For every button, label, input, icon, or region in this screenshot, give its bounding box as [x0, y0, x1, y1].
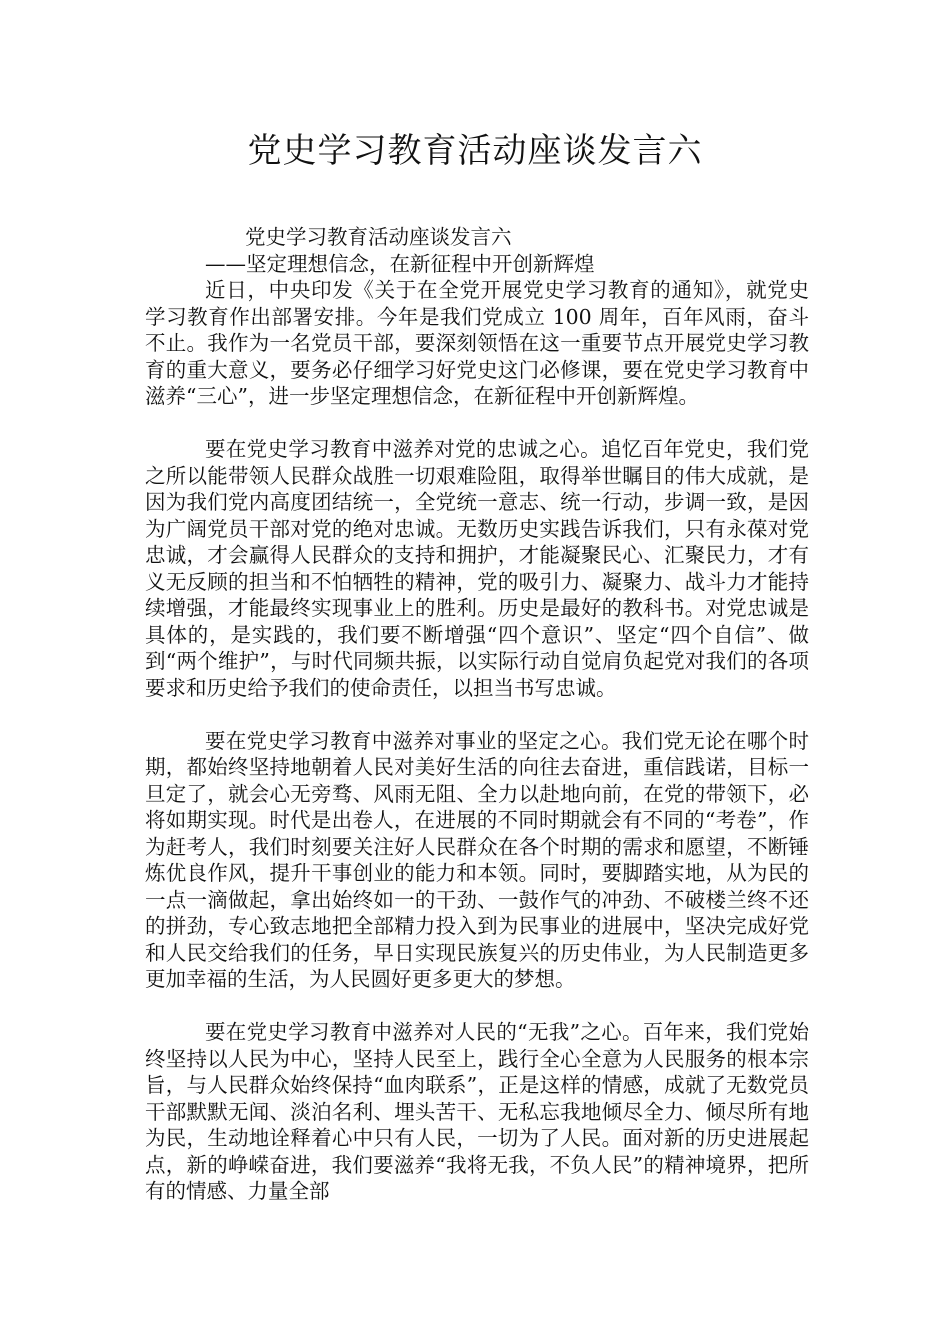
paragraph-loyalty: 要在党史学习教育中滋养对党的忠诚之心。追忆百年党史，我们党之所以能带领人民群众战胜一切艰难险阻，取得举世瞩目的伟大成就，是因为我们党内高度团结统一，全党统一意志、统一行动，步调一致，是因为广阔党员干部对党的绝对忠诚。无数历史实践告诉我们，只有永葆对党忠诚，才会赢得人民群众的支持和拥护，才能凝聚民心、汇聚民力，才有义无反顾的担当和不怕牺牲的精神，党的吸引力、凝聚力、战斗力才能持续增强，才能最终实现事业上的胜利。历史是最好的教科书。对党忠诚是具体的，是实践的，我们要不断增强“四个意识”、坚定“四个自信”、做到“两个维护”，与时代同频共振，以实际行动自觉肩负起党对我们的各项要求和历史给予我们的使命责任，以担当书写忠诚。 [145, 437, 809, 700]
document-subtitle: 党史学习教育活动座谈发言六 [245, 225, 512, 249]
document-body [145, 224, 809, 1205]
document-tagline: ——坚定理想信念，在新征程中开创新辉煌 [205, 251, 595, 276]
paragraph-selflessness: 要在党史学习教育中滋养对人民的“无我”之心。百年来，我们党始终坚持以人民为中心，坚持人民至上，践行全心全意为人民服务的根本宗旨，与人民群众始终保持“血肉联系”，正是这样的情感，成就了无数党员干部默默无闻、淡泊名利、埋头苦干、无私忘我地倾尽全力、倾尽所有地为民，生动地诠释着心中只有人民，一切为了人民。面对新的历史进展起点，新的峥嵘奋进，我们要滋养“我将无我，不负人民”的精神境界，把所有的情感、力量全部 [145, 1020, 809, 1203]
paragraph-intro: 近日，中央印发《关于在全党开展党史学习教育的通知》，就党史学习教育作出部署安排。今年是我们党成立 100 周年，百年风雨，奋斗不止。我作为一名党员干部，要深刻领悟在这一重要节点开展党史学习教育的重大意义，要务必仔细学习好党史这门必修课，要在党史学习教育中滋养“三心”，进一步坚定理想信念，在新征程中开创新辉煌。 [145, 278, 809, 408]
document-title: 党史学习教育活动座谈发言六 [247, 131, 703, 171]
paragraph-commitment: 要在党史学习教育中滋养对事业的坚定之心。我们党无论在哪个时期，都始终坚持地朝着人民对美好生活的向往去奋进，重信践诺，目标一旦定了，就会心无旁骛、风雨无阻、全力以赴地向前，在党的带领下，必将如期实现。时代是出卷人，在进展的不同时期就会有不同的“考卷”，作为赶考人，我们时刻要关注好人民群众在各个时期的需求和愿望，不断锤炼优良作风，提升干事创业的能力和本领。同时，要脚踏实地，从为民的一点一滴做起，拿出始终如一的干劲、一鼓作气的冲劲、不破楼兰终不还的拼劲，专心致志地把全部精力投入到为民事业的进展中，坚决完成好党和人民交给我们的任务，早日实现民族复兴的历史伟业，为人民制造更多更加幸福的生活，为人民圆好更多更大的梦想。 [145, 728, 809, 991]
